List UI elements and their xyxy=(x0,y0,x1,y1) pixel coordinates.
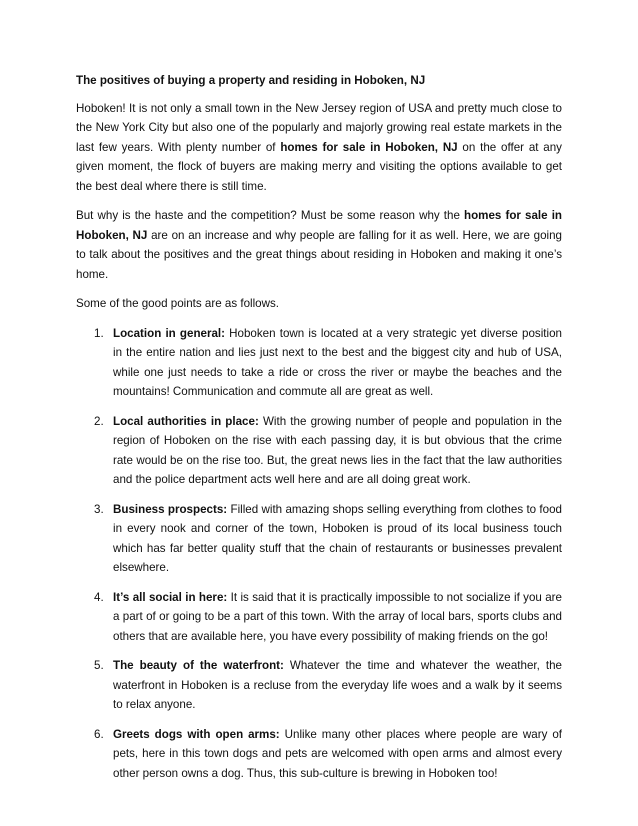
list-item xyxy=(76,324,562,402)
point-text: Whatever the time and whatever the weather, the waterfront in Hoboken is a recluse from the everyday life woes and a walk by it seems to relax anyone. xyxy=(113,659,562,711)
list-item xyxy=(76,656,562,715)
point-text: It is said that it is practically impossible to not socialize if you are a part of or going to be a part of this town. With the array of local bars, sports clubs and others that are available here, you have every possibility of making friends on the go! xyxy=(113,590,562,643)
list-number: 1. xyxy=(94,326,104,340)
list-number: 6. xyxy=(94,727,104,741)
point-heading: It’s all social in here: xyxy=(113,590,228,604)
point-heading: Location in general: xyxy=(113,326,226,340)
list-item xyxy=(76,412,562,490)
point-heading: Business prospects: xyxy=(113,502,228,516)
second-text-2: are on an increase and why people are falling for it as well. Here, we are going to talk about the positives and the great things about residing in Hoboken and making it one’s home. xyxy=(76,228,563,281)
intro-text-2: on the offer at any given moment, the flock of buyers are making merry and visiting the options available to get the best deal where there is still time. xyxy=(76,140,562,193)
lead-paragraph: Some of the good points are as follows. xyxy=(76,297,280,310)
intro-paragraph xyxy=(76,99,562,197)
second-bold-keyword: homes for sale in Hoboken, NJ xyxy=(76,209,563,242)
points-list xyxy=(76,324,562,784)
intro-text-1: Hoboken! It is not only a small town in the New Jersey region of USA and pretty much close to the New York City but also one of the popularly and majorly growing real estate markets in the last few years. With plenty number of xyxy=(76,101,562,154)
list-number: 3. xyxy=(94,502,104,516)
point-text: Hoboken town is located at a very strategic yet diverse position in the entire nation and lies just next to the best and the biggest city and hub of USA, while one just needs to take a ride or cross the river or maybe the beaches and the mountains! Communication and commute all are great as well. xyxy=(113,326,562,398)
list-item xyxy=(76,588,562,647)
point-heading: Local authorities in place: xyxy=(113,414,259,428)
list-item xyxy=(76,500,562,578)
list-item xyxy=(76,725,562,784)
list-number: 2. xyxy=(94,414,104,428)
point-heading: The beauty of the waterfront: xyxy=(113,659,284,672)
second-paragraph xyxy=(76,206,562,284)
point-heading: Greets dogs with open arms: xyxy=(113,727,280,741)
list-number: 4. xyxy=(94,590,104,604)
document-title: The positives of buying a property and residing in Hoboken, NJ xyxy=(76,74,426,87)
point-text: Filled with amazing shops selling everything from clothes to food in every nook and corner of the town, Hoboken is proud of its local business touch which has far better quality stuff that the chain of restaurants or businesses prevalent elsewhere. xyxy=(113,502,563,574)
point-text: With the growing number of people and population in the region of Hoboken on the rise with each passing day, it is but obvious that the crime rate would be on the rise too. But, the great news lies in the fact that the law authorities and the police department acts well here and are all doing great work. xyxy=(113,414,562,486)
intro-bold-keyword: homes for sale in Hoboken, NJ xyxy=(280,140,458,154)
second-text-1: But why is the haste and the competition? Must be some reason why the xyxy=(76,209,465,222)
point-text: Unlike many other places where people are wary of pets, here in this town dogs and pets are welcomed with open arms and almost every other person owns a dog. Thus, this sub-culture is brewing in Hoboken too! xyxy=(113,727,562,780)
list-number: 5. xyxy=(94,659,104,672)
